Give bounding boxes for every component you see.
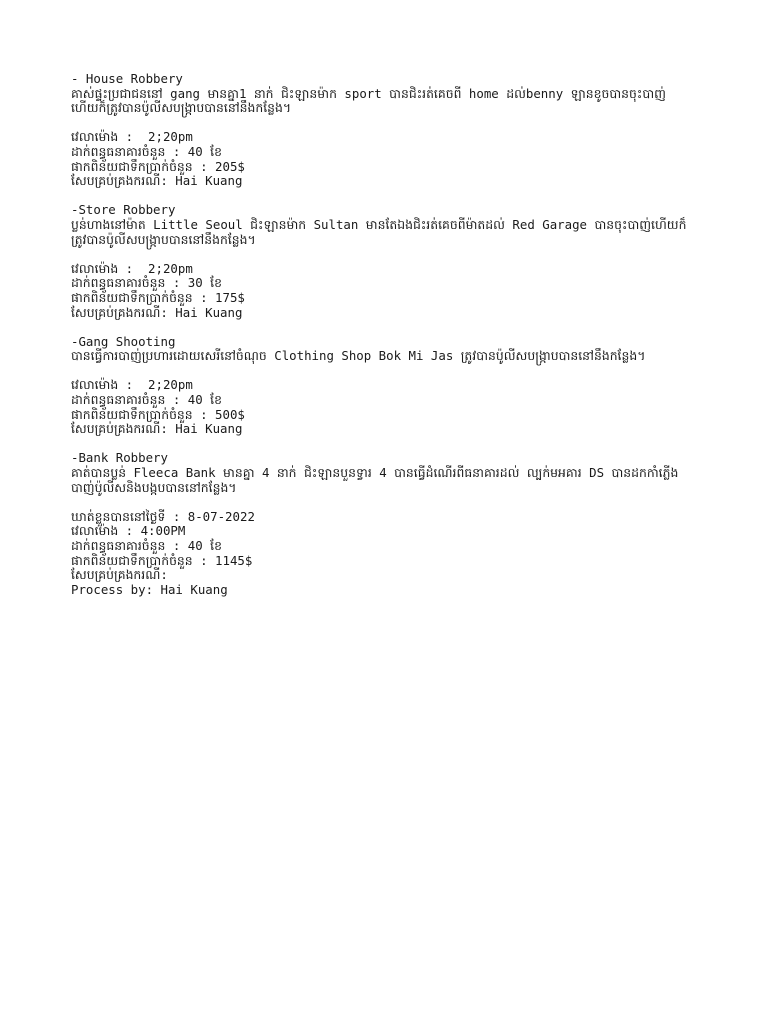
detail-time: វេលាម៉ោង : 2;20pm bbox=[71, 377, 193, 393]
spacer bbox=[71, 247, 701, 262]
detail-arrest-date: ឃាត់ខ្លួនបាននៅថ្ងៃទី : 8-07-2022 bbox=[71, 508, 255, 524]
section-description: បានធ្វើការបាញ់ប្រហារដោយសេរីនៅចំណុច Clothing Shop Bok Mi Jas ត្រូវបានប៉ូលីសបង្ក្រាបបាននៅនឹងកន្លែង។ bbox=[71, 348, 646, 364]
section-heading: -Gang Shooting bbox=[71, 333, 176, 349]
gang-shooting-section bbox=[71, 335, 701, 437]
detail-fine: ផាកពិន័យជាទឹកប្រាក់ចំនួន : 1145$ bbox=[71, 552, 253, 568]
document-body bbox=[71, 72, 701, 612]
detail-fine: ផាកពិន័យជាទឹកប្រាក់ចំនួន : 175$ bbox=[71, 289, 245, 305]
house-robbery-section bbox=[71, 72, 701, 189]
detail-time: វេលាម៉ោង : 4:00PM bbox=[71, 523, 186, 539]
section-description: ប្លន់ហាងនៅម៉ាត Little Seoul ជិះឡានម៉ាក Sultan មានតែឯងជិះរត់គេចពីម៉ាតដល់ Red Garage បានចុះបាញ់ហើយក៏ត្រូវបានប៉ូលីសបង្ក្រាបបាននៅនឹងកន្លែង។ bbox=[71, 216, 687, 247]
detail-jail-term: ដាក់ពន្ធធនាគារចំនួន : 30 ខែ bbox=[71, 275, 222, 291]
spacer bbox=[71, 364, 701, 379]
detail-case-officer: សែបគ្រប់គ្រងករណី: bbox=[71, 567, 168, 583]
spacer bbox=[71, 495, 701, 510]
section-heading: - House Robbery bbox=[71, 71, 183, 86]
store-robbery-section bbox=[71, 203, 701, 320]
detail-case-officer: សែបគ្រប់គ្រងករណី: Hai Kuang bbox=[71, 304, 243, 320]
detail-case-officer: សែបគ្រប់គ្រងករណី: Hai Kuang bbox=[71, 421, 243, 437]
detail-jail-term: ដាក់ពន្ធធនាគារចំនួន : 40 ខែ bbox=[71, 143, 222, 159]
detail-case-officer: សែបគ្រប់គ្រងករណី: Hai Kuang bbox=[71, 173, 243, 189]
detail-processed-by: Process by: Hai Kuang bbox=[71, 581, 228, 597]
section-description: គាត់បានប្លន់ Fleeca Bank មានគ្នា 4 នាក់ ជិះឡានបួនទ្វារ 4 បានធ្វើដំណើរពីធនាគារដល់ ល្បក់មអគារ DS បានដកកាំភ្លើងបាញ់ប៉ូលីសនិងបង្កបបាននៅកន្លែង។ bbox=[71, 465, 679, 495]
detail-fine: ផាកពិន័យជាទឹកប្រាក់ចំនួន : 500$ bbox=[71, 406, 245, 422]
section-description: គាស់ផ្ទះប្រជាជននៅ gang មានគ្នា1 នាក់ ជិះឡានម៉ាក sport បានជិះរត់គេចពី home ដល់benny ឡានខូចបានចុះបាញ់ហើយក៏ត្រូវបានប៉ូលីសបង្ក្រាបបាននៅនឹងកន្លែង។ bbox=[71, 85, 666, 116]
bank-robbery-section bbox=[71, 451, 701, 597]
detail-time: វេលាម៉ោង : 2;20pm bbox=[71, 260, 193, 276]
detail-time: វេលាម៉ោង : 2;20pm bbox=[71, 129, 193, 145]
detail-fine: ផាកពិន័យជាទឹកប្រាក់ចំនួន : 205$ bbox=[71, 158, 245, 174]
spacer bbox=[71, 116, 701, 131]
detail-jail-term: ដាក់ពន្ធធនាគារចំនួន : 40 ខែ bbox=[71, 392, 222, 408]
section-heading: -Bank Robbery bbox=[71, 450, 168, 466]
section-heading: -Store Robbery bbox=[71, 202, 176, 218]
detail-jail-term: ដាក់ពន្ធធនាគារចំនួន : 40 ខែ bbox=[71, 538, 222, 553]
